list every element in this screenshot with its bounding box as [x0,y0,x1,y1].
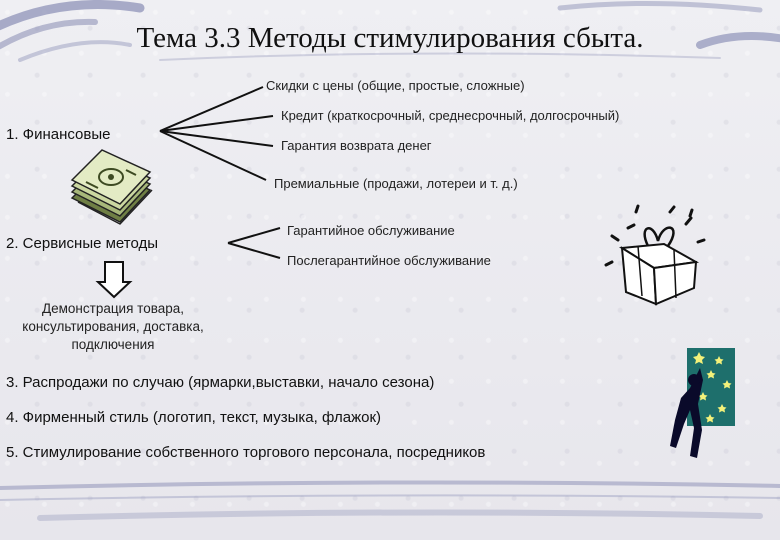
service-branch-lines [228,228,280,258]
service-demo-text: Демонстрация товара, консультирования, доставка, подключения [22,301,204,352]
bottom-swoosh-decoration [0,482,780,518]
financial-branch-lines [160,87,273,180]
gift-box-icon [606,206,704,304]
financial-item-discounts: Скидки с цены (общие, простые, сложные) [266,78,525,93]
financial-item-bonuses: Премиальные (продажи, лотереи и т. д.) [274,176,518,191]
slide-title: Тема 3.3 Методы стимулирования сбыта. [136,22,644,54]
list-item-corporate-style: 4. Фирменный стиль (логотип, текст, музыка, флажок) [6,409,382,426]
service-item-post-warranty: Послегарантийное обслуживание [287,253,491,268]
star-reaching-figure-icon [670,348,735,458]
money-stack-icon [72,150,152,224]
list-item-sales: 3. Распродажи по случаю (ярмарки,выставки, начало сезона) [6,374,435,391]
service-item-warranty: Гарантийное обслуживание [287,223,455,238]
down-arrow-icon [98,262,130,297]
financial-item-credit: Кредит (краткосрочный, среднесрочный, долгосрочный) [281,108,620,123]
service-heading: 2. Сервисные методы [6,235,159,252]
financial-heading: 1. Финансовые [6,126,111,143]
list-item-staff-incentives: 5. Стимулирование собственного торгового персонала, посредников [6,444,486,461]
financial-item-money-back: Гарантия возврата денег [281,138,432,153]
